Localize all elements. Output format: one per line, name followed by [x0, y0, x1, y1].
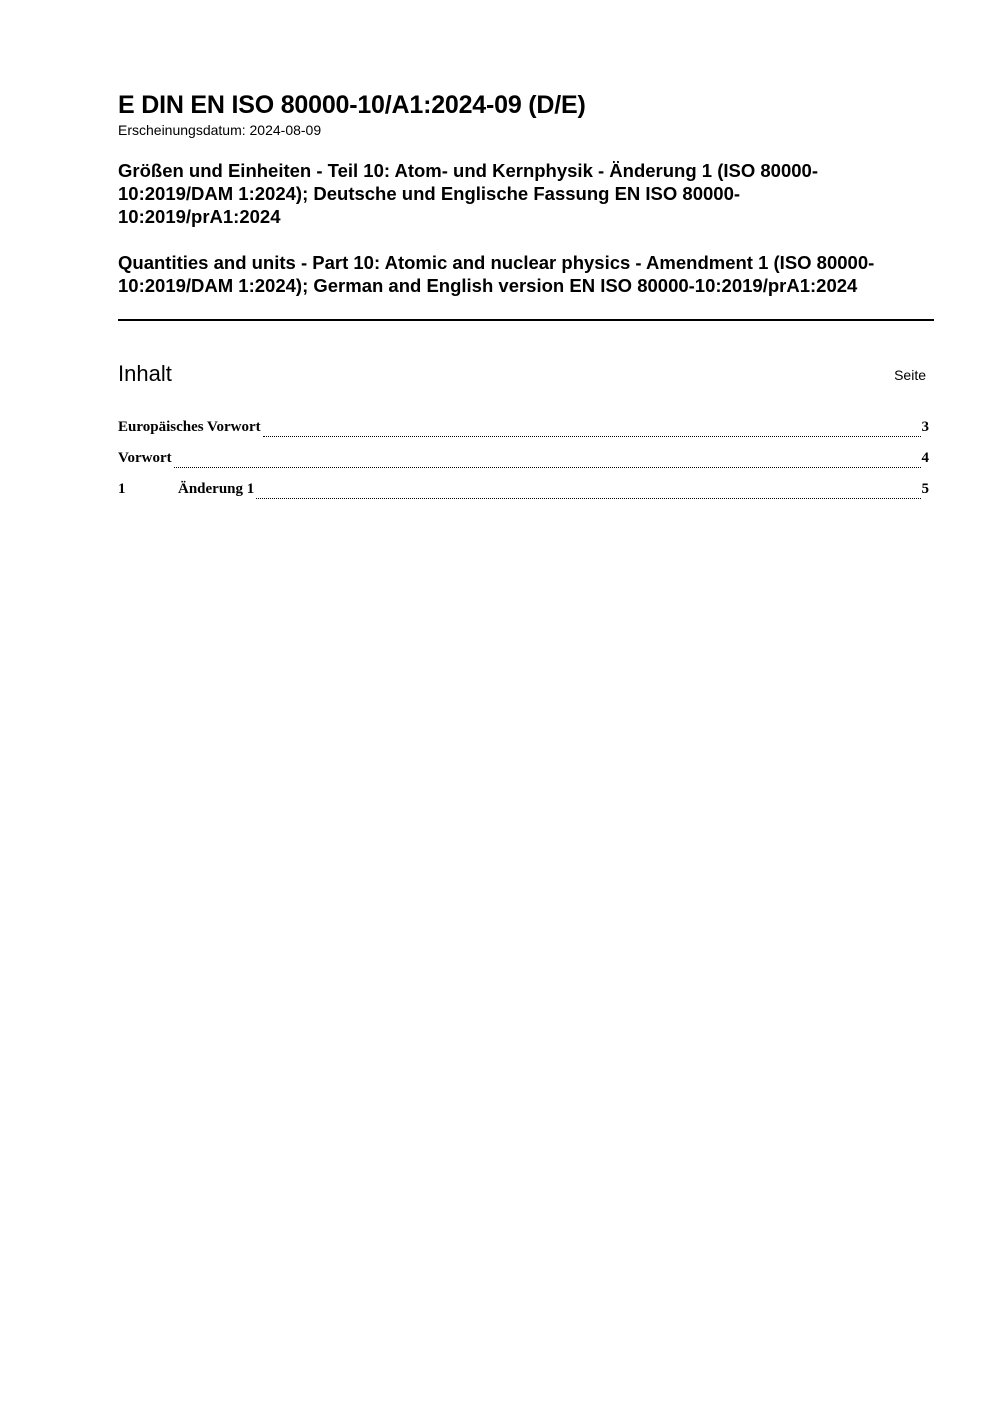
toc-entry-label: Änderung 1 [178, 481, 255, 497]
toc-leader-dots [256, 498, 920, 499]
toc-title: Inhalt [118, 361, 172, 386]
toc-entry-european-foreword[interactable] [118, 417, 929, 448]
title-english: Quantities and units - Part 10: Atomic and nuclear physics - Amendment 1 (ISO 80000-10:2019/DAM 1:2024); German and English version EN ISO 80000-10:2019/prA1:2024 [118, 252, 875, 296]
toc-entry-page: 5 [921, 481, 929, 497]
table-of-contents [118, 417, 929, 510]
toc-leader-dots [263, 436, 921, 437]
title-german: Größen und Einheiten - Teil 10: Atom- und Kernphysik - Änderung 1 (ISO 80000-10:2019/DAM 1:2024); Deutsche und Englische Fassung EN ISO 80000-10:2019/prA1:2024 [118, 160, 818, 227]
toc-entry-page: 4 [921, 450, 929, 466]
document-header [118, 90, 934, 297]
toc-entry-page: 3 [921, 419, 929, 435]
header-divider [118, 319, 934, 321]
toc-entry-label: Europäisches Vorwort [118, 419, 261, 435]
toc-entry-number: 1 [118, 481, 126, 497]
document-id: E DIN EN ISO 80000-10/A1:2024-09 (D/E) [118, 91, 586, 119]
toc-page-column-label: Seite [894, 367, 926, 383]
toc-entry-label: Vorwort [118, 450, 172, 466]
publication-date: Erscheinungsdatum: 2024-08-09 [118, 122, 322, 138]
toc-entry-foreword[interactable] [118, 448, 929, 479]
toc-header [118, 360, 926, 390]
toc-entry-amendment-1[interactable] [118, 479, 929, 510]
toc-leader-dots [174, 467, 921, 468]
